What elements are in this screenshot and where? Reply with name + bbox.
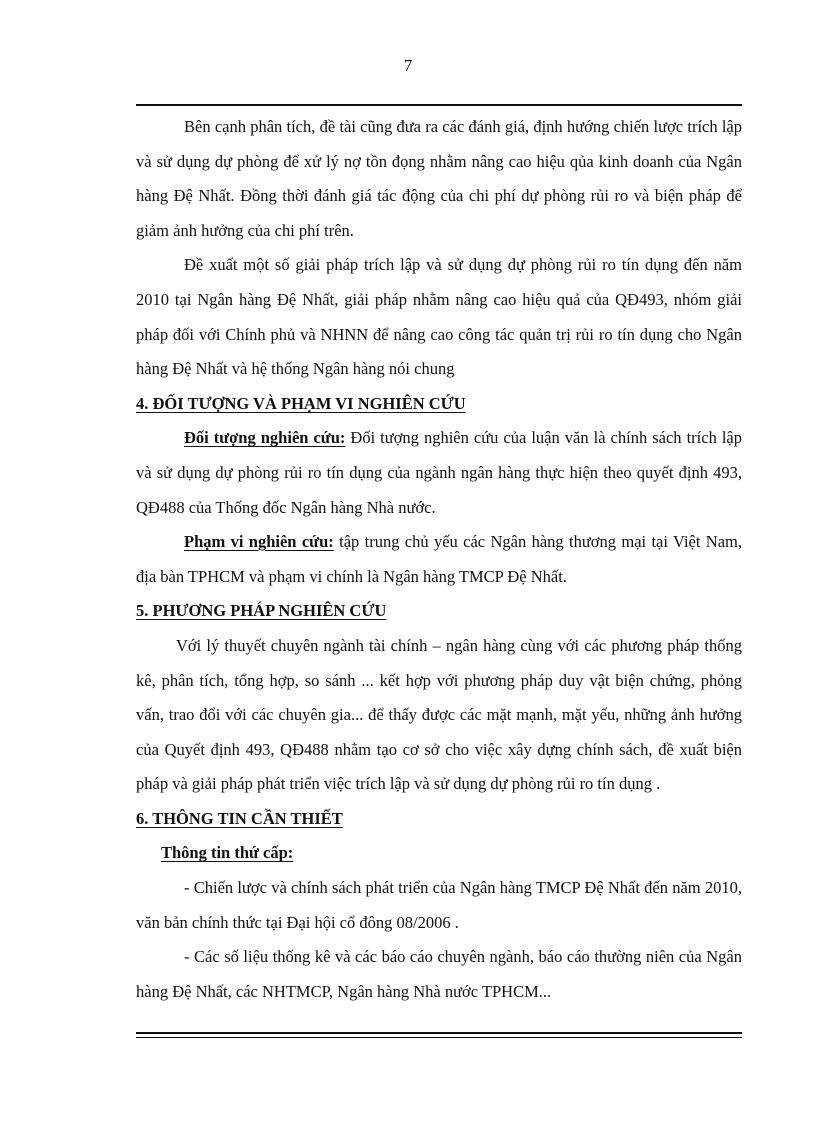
- section-6-heading: 6. THÔNG TIN CẦN THIẾT: [136, 808, 343, 828]
- header-rule: [136, 104, 742, 106]
- secondary-info-subheading-line: [136, 836, 742, 871]
- section-4-heading: 4. ĐỐI TƯỢNG VÀ PHẠM VI NGHIÊN CỨU: [136, 393, 466, 413]
- page-number: 7: [403, 56, 413, 75]
- research-object-label: Đối tượng nghiên cứu:: [184, 428, 346, 448]
- intro-paragraph-2: Đề xuất một số giải pháp trích lập và sử dụng dự phòng rủi ro tín dụng đến năm 2010 tại Ngân hàng Đệ Nhất, giải pháp nhằm nâng cao hiệu quả của QĐ493, nhóm giải pháp đối với Chính phủ và NHNN để nâng cao công tác quản trị rủi ro tín dụng cho Ngân hàng Đệ Nhất và hệ thống Ngân hàng nói chung: [136, 255, 742, 379]
- footer-rule-thin: [136, 1037, 742, 1038]
- research-scope-label: Phạm vi nghiên cứu:: [184, 532, 334, 552]
- info-item-2: - Các số liệu thống kê và các báo cáo chuyên ngành, báo cáo thường niên của Ngân hàng Đệ Nhất, các NHTMCP, Ngân hàng Nhà nước TPHCM...: [136, 947, 742, 1001]
- methodology-paragraph: Với lý thuyết chuyên ngành tài chính – ngân hàng cùng với các phương pháp thống kê, phân tích, tổng hợp, so sánh ... kết hợp với phương pháp duy vật biện chứng, phỏng vấn, trao đổi với các chuyên gia... để thấy được các mặt mạnh, mặt yếu, những ảnh hưởng của Quyết định 493, QĐ488 nhằm tạo cơ sở cho việc xây dựng chính sách, đề xuất biện pháp và giải pháp phát triển việc trích lập và sử dụng dự phòng rủi ro tín dụng .: [136, 635, 742, 794]
- document-body: [136, 110, 742, 1009]
- intro-paragraph-1: Bên cạnh phân tích, đề tài cũng đưa ra các đánh giá, định hướng chiến lược trích lập và sử dụng dự phòng để xử lý nợ tồn đọng nhằm nâng cao hiệu qủa kinh doanh của Ngân hàng Đệ Nhất. Đồng thời đánh giá tác động của chi phí dự phòng rủi ro và biện pháp để giảm ảnh hưởng của chi phí trên.: [136, 117, 742, 240]
- research-scope-text: tập trung chủ yếu các Ngân hàng thương mại tại Việt Nam, địa bàn TPHCM và phạm vi chính là Ngân hàng TMCP Đệ Nhất.: [136, 532, 742, 586]
- secondary-info-subheading: Thông tin thứ cấp:: [161, 843, 294, 863]
- section-5-heading: 5. PHƯƠNG PHÁP NGHIÊN CỨU: [136, 601, 387, 621]
- research-object-paragraph: [136, 421, 742, 525]
- info-item-1: - Chiến lược và chính sách phát triển của Ngân hàng TMCP Đệ Nhất đến năm 2010, văn bản chính thức tại Đại hội cổ đông 08/2006 .: [136, 878, 742, 932]
- footer-rule-thick: [136, 1032, 742, 1034]
- research-object-text: Đối tượng nghiên cứu của luận văn là chính sách trích lập và sử dụng dự phòng rủi ro tín dụng của ngành ngân hàng thực hiện theo quyết định 493, QĐ488 của Thống đốc Ngân hàng Nhà nước.: [136, 428, 742, 517]
- research-scope-paragraph: [136, 525, 742, 594]
